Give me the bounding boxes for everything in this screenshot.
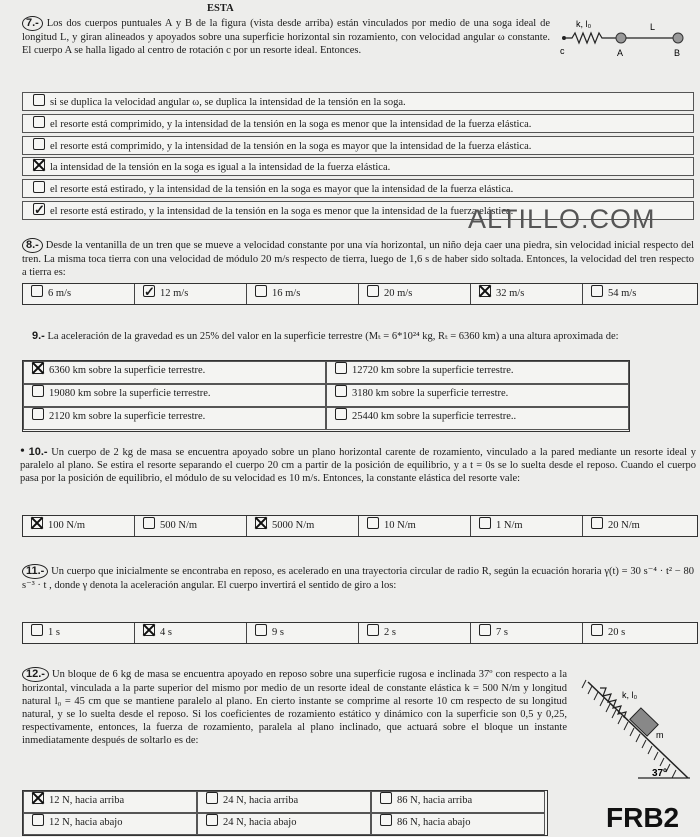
checkbox-crossed[interactable] [255,517,267,529]
top-handwritten-word: ESTA [207,3,234,14]
q11-option[interactable] [247,623,359,643]
checkbox-checked[interactable] [33,203,45,215]
q7-statement [22,16,550,57]
checkbox[interactable] [33,181,45,193]
checkbox[interactable] [32,385,44,397]
checkbox[interactable] [591,517,603,529]
q9-option[interactable] [23,407,326,430]
fig7-spring-label: k, l₀ [576,19,592,29]
checkbox[interactable] [33,94,45,106]
option-label: 32 m/s [496,288,525,299]
q10-option[interactable] [583,516,696,536]
bullet-dot: • [20,444,25,459]
checkbox[interactable] [367,517,379,529]
option-label: 20 s [608,627,626,638]
q10-option[interactable] [135,516,247,536]
q7-number: 7.- [22,16,43,31]
option-label: 6 m/s [48,288,72,299]
option-label: 19080 km sobre la superficie terrestre. [49,388,211,399]
checkbox[interactable] [380,814,392,826]
q10-text: Un cuerpo de 2 kg de masa se encuentra apoyado sobre un plano horizontal carente de rozamiento, vinculado a la pared mediante un resorte ideal y paralelo al plano. Se estira el resorte separando el cuerpo 20 cm a partir de la posición de equilibrio, y a t = 0s se lo suelta desde el reposo. Cuando el cuerpo pasa por la posición de equilibrio, el módulo de su velocidad es 10 m/s. Entonces, la constante elástica del resorte vale: [20,447,697,484]
checkbox[interactable] [206,814,218,826]
option-label: 54 m/s [608,288,637,299]
checkbox[interactable] [32,814,44,826]
q8-statement [22,238,694,279]
checkbox-crossed[interactable] [31,517,43,529]
checkbox[interactable] [335,408,347,420]
q12-option[interactable] [23,791,197,813]
checkbox[interactable] [367,285,379,297]
q9-options [22,360,630,432]
q8-option[interactable] [359,284,471,304]
checkbox[interactable] [591,285,603,297]
checkbox[interactable] [591,624,603,636]
checkbox[interactable] [31,285,43,297]
option-label: 86 N, hacia abajo [397,817,471,828]
fig7-L-label: L [650,22,656,32]
option-label: 9 s [272,627,284,638]
q7-text: Los dos cuerpos puntuales A y B de la figura (vista desde arriba) están vinculados por medio de una soga ideal de longitud L, y giran alineados y apoyados sobre una superficie horizontal sin rozamiento, con velocidad angular ω constante. El cuerpo A se halla ligado al centro de rotación c por un resorte ideal. Entonces. [22,18,550,56]
fig12-spring-label: k, l₀ [622,690,638,700]
q12-text: Un bloque de 6 kg de masa se encuentra apoyado en reposo sobre una superficie rugosa e inclinada 37º con respecto a la horizontal, vinculada a la parte superior del mismo por medio de un resorte ideal de constante elástica k = 500 N/m y longitud natural l₀ = 45 cm que se mantiene paralelo al plano. En cierto instante se comprime al resorte 10 cm respecto de su longitud natural, y se lo suelta desde el reposo. Si los coeficientes de rozamiento estático y dinámico con la superficie son 0,5 y 0,25, respectivamente, entonces, la fuerza de rozamiento, paralela al plano inclinado, que actuará sobre el bloque un instante inmediatamente después de soltarlo es de: [22,669,568,746]
option-label: si se duplica la velocidad angular ω, se duplica la intensidad de la tensión en la soga. [50,97,406,108]
q10-option[interactable] [23,516,135,536]
checkbox[interactable] [479,624,491,636]
q10-option[interactable] [359,516,471,536]
q12-option[interactable] [197,813,371,835]
option-label: el resorte está estirado, y la intensidad de la tensión en la soga es menor que la intensidad de la fuerza elástica. [50,206,514,217]
fig12-mass-label: m [656,730,664,740]
option-label: 500 N/m [160,520,198,531]
q11-option[interactable] [23,623,135,643]
q9-statement [32,330,697,343]
q11-option[interactable] [471,623,583,643]
checkbox-crossed[interactable] [33,159,45,171]
q12-option[interactable] [371,813,545,835]
option-label: 25440 km sobre la superficie terrestre.. [352,411,517,422]
q9-option[interactable] [23,361,326,384]
checkbox[interactable] [32,408,44,420]
option-label: 1 N/m [496,520,523,531]
q10-option[interactable] [247,516,359,536]
checkbox[interactable] [335,385,347,397]
q11-statement [22,564,694,592]
option-label: 12 N, hacia abajo [49,817,123,828]
q8-option[interactable] [135,284,247,304]
option-label: 24 N, hacia arriba [223,795,299,806]
fig7-B-label: B [674,48,681,58]
q9-number: 9.- [32,330,45,342]
q8-number: 8.- [22,238,43,253]
option-label: 2 s [384,627,396,638]
checkbox[interactable] [143,517,155,529]
option-label: el resorte está comprimido, y la intensidad de la tensión en la soga es menor que la intensidad de la fuerza elástica. [50,119,532,130]
q7-option-row[interactable] [22,136,694,155]
fig12-angle-label: 37º [652,768,667,779]
q8-option[interactable] [247,284,359,304]
option-label: 10 N/m [384,520,416,531]
q7-option-row[interactable] [22,114,694,133]
q8-options [22,283,698,305]
q12-number: 12.- [22,667,49,682]
option-label: 5000 N/m [272,520,315,531]
fig7-A-label: A [617,48,624,58]
q7-option-row[interactable] [22,179,694,198]
option-label: 100 N/m [48,520,86,531]
checkbox[interactable] [206,792,218,804]
option-label: 6360 km sobre la superficie terrestre. [49,365,206,376]
q11-number: 11.- [22,564,48,579]
fig7-c-label: c [560,46,565,56]
q11-options [22,622,698,644]
q12-statement [22,667,567,747]
q12-option[interactable] [197,791,371,813]
q12-option[interactable] [23,813,197,835]
q10-options [22,515,698,537]
checkbox-crossed[interactable] [479,285,491,297]
q9-option[interactable] [326,361,629,384]
checkbox-crossed[interactable] [32,792,44,804]
option-label: 24 N, hacia abajo [223,817,297,828]
checkbox-crossed[interactable] [143,624,155,636]
checkbox-crossed[interactable] [32,362,44,374]
q8-option[interactable] [471,284,583,304]
checkbox[interactable] [33,138,45,150]
option-label: 4 s [160,627,172,638]
option-label: 86 N, hacia arriba [397,795,473,806]
q9-option[interactable] [326,407,629,430]
option-label: 1 s [48,627,60,638]
option-label: 12720 km sobre la superficie terrestre. [352,365,514,376]
option-label: 20 N/m [608,520,640,531]
exam-code: FRB2 [606,802,680,833]
q9-option[interactable] [23,384,326,407]
q12-options [22,790,548,836]
checkbox[interactable] [335,362,347,374]
q9-text: La aceleración de la gravedad es un 25% del valor en la superficie terrestre (Mₜ = 6*10²⁴ kg, Rₜ = 6360 km) a una altura aproximada de: [47,331,619,342]
q11-option[interactable] [359,623,471,643]
q8-text: Desde la ventanilla de un tren que se mueve a velocidad constante por una vía horizontal, un niño deja caer una piedra, sin velocidad inicial respecto del tren. La misma toca tierra con una velocidad de módulo 20 m/s respecto de tierra, luego de 1,6 s de haber sido soltada. Entonces, la velocidad del tren respecto a tierra es: [22,240,694,278]
q7-option-row[interactable] [22,92,694,111]
option-label: 12 N, hacia arriba [49,795,125,806]
checkbox[interactable] [479,517,491,529]
checkbox[interactable] [367,624,379,636]
option-label: 20 m/s [384,288,413,299]
q11-option[interactable] [135,623,247,643]
option-label: 7 s [496,627,508,638]
option-label: el resorte está comprimido, y la intensidad de la tensión en la soga es mayor que la intensidad de la fuerza elástica. [50,141,532,152]
checkbox[interactable] [255,624,267,636]
option-label: 3180 km sobre la superficie terrestre. [352,388,509,399]
q10-option[interactable] [471,516,583,536]
checkbox[interactable] [31,624,43,636]
q8-option[interactable] [23,284,135,304]
q9-option[interactable] [326,384,629,407]
q7-figure [552,14,692,60]
checkbox[interactable] [255,285,267,297]
option-label: la intensidad de la tensión en la soga es igual a la intensidad de la fuerza elástica. [50,162,391,173]
q8-option[interactable] [583,284,696,304]
option-label: 12 m/s [160,288,189,299]
checkbox[interactable] [380,792,392,804]
option-label: 2120 km sobre la superficie terrestre. [49,411,206,422]
option-label: 16 m/s [272,288,301,299]
q10-statement [20,446,696,485]
q10-number: 10.- [28,446,48,458]
q12-incline-figure [578,678,698,788]
q11-text: Un cuerpo que inicialmente se encontraba en reposo, es acelerado en una trayectoria circular de radio R, según la ecuación horaria γ(t) = 30 s⁻⁴ · t² − 80 s⁻³ · t , donde γ denota la aceleración angular. El cuerpo invertirá el sentido de giro a los: [22,566,694,591]
checkbox-checked[interactable] [143,285,155,297]
q12-option[interactable] [371,791,545,813]
watermark: ALTILLO.COM [468,204,656,234]
option-label: el resorte está estirado, y la intensidad de la tensión en la soga es mayor que la intensidad de la fuerza elástica. [50,184,514,195]
q11-option[interactable] [583,623,696,643]
q7-option-row[interactable] [22,157,694,176]
checkbox[interactable] [33,116,45,128]
